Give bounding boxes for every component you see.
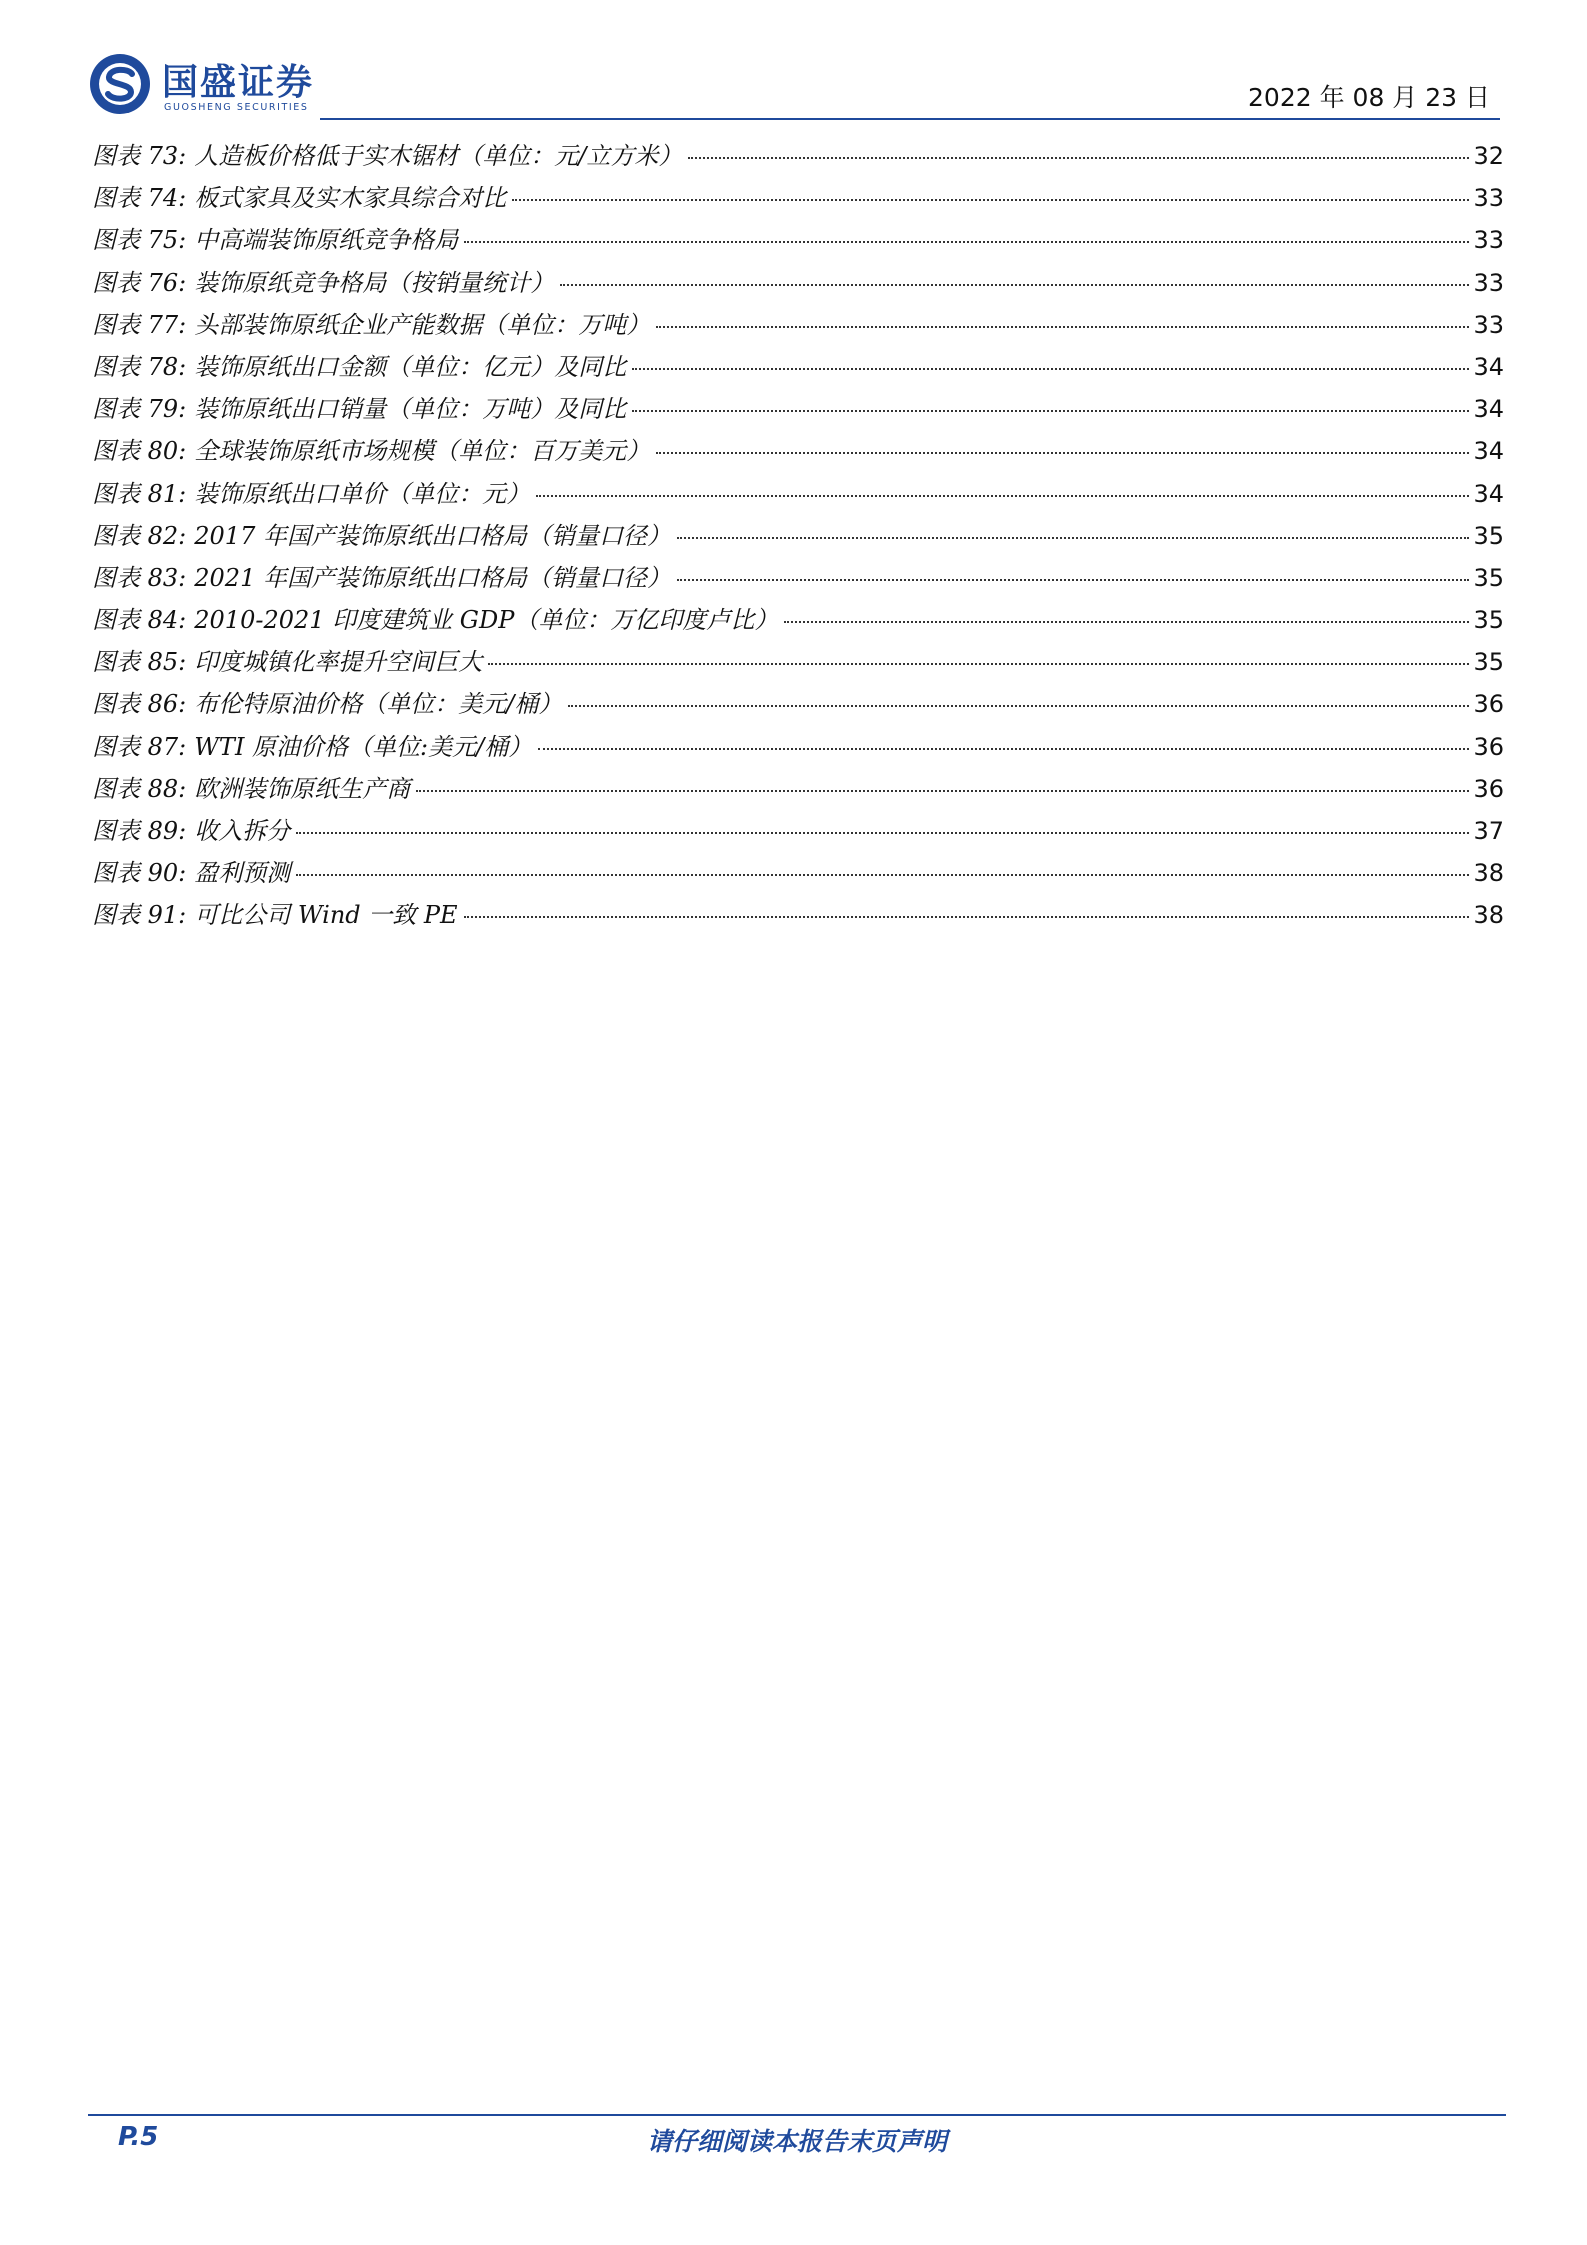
toc-entry[interactable] [92,895,1504,937]
toc-dot-leader [538,748,1469,750]
toc-entry-label: 图表 78: [92,352,187,381]
toc-entry[interactable] [92,431,1504,473]
toc-entry-label: 图表 85: [92,648,187,677]
toc-dot-leader [677,579,1469,581]
toc-entry-label: 图表 77: [92,310,187,339]
toc-dot-leader [488,663,1469,665]
toc-entry-title[interactable]: 2017 年国产装饰原纸出口格局（销量口径） [194,521,671,550]
page-number: P.5 [118,2122,159,2152]
toc-dot-leader [416,790,1469,792]
toc-entry-title[interactable]: 人造板价格低于实木锯材（单位：元/立方米） [194,142,683,170]
toc-entry-page-number[interactable]: 35 [1473,521,1504,550]
toc-entry-page-number[interactable]: 33 [1473,184,1504,213]
toc-entry-title[interactable]: 中高端装饰原纸竞争格局 [194,226,459,255]
company-logo [88,42,388,112]
toc-entry-page-number[interactable]: 38 [1473,859,1504,888]
toc-dot-leader [784,621,1469,623]
toc-dot-leader [677,537,1469,539]
figure-index-list [92,136,1504,938]
header-divider [320,118,1500,120]
toc-entry[interactable] [92,178,1504,220]
toc-entry-title[interactable]: 印度城镇化率提升空间巨大 [194,648,483,677]
toc-entry-page-number[interactable]: 36 [1473,690,1504,719]
toc-entry[interactable] [92,136,1504,178]
toc-dot-leader [512,199,1469,201]
toc-entry-page-number[interactable]: 34 [1473,395,1504,424]
toc-entry[interactable] [92,474,1504,516]
logo-text-cn: 国盛证券 [162,62,315,103]
toc-entry-title[interactable]: 装饰原纸竞争格局（按销量统计） [194,268,555,297]
toc-entry-page-number[interactable]: 36 [1473,774,1504,803]
toc-entry[interactable] [92,516,1504,558]
toc-entry-title[interactable]: 2021 年国产装饰原纸出口格局（销量口径） [194,563,671,592]
toc-dot-leader [296,874,1469,876]
toc-entry-label: 图表 81: [92,479,187,508]
toc-entry-page-number[interactable]: 33 [1473,268,1504,297]
toc-entry-label: 图表 76: [92,268,187,297]
toc-entry-page-number[interactable]: 34 [1473,437,1504,466]
toc-entry-page-number[interactable]: 34 [1473,352,1504,381]
toc-entry-label: 图表 88: [92,774,187,803]
toc-entry-label: 图表 91: [92,901,187,930]
toc-entry-page-number[interactable]: 32 [1473,142,1504,170]
toc-dot-leader [464,241,1469,243]
toc-entry[interactable] [92,389,1504,431]
toc-entry-title[interactable]: 布伦特原油价格（单位：美元/桶） [194,690,563,719]
toc-entry[interactable] [92,853,1504,895]
toc-dot-leader [568,705,1469,707]
toc-entry-title[interactable]: WTI 原油价格（单位:美元/桶） [194,732,533,761]
toc-entry-label: 图表 87: [92,732,187,761]
disclaimer-note: 请仔细阅读本报告末页声明 [646,2127,947,2156]
guosheng-logo-icon [88,52,152,116]
toc-entry-page-number[interactable]: 35 [1473,563,1504,592]
toc-entry-title[interactable]: 装饰原纸出口单价（单位：元） [194,479,531,508]
page-header [88,42,1500,122]
toc-entry-title[interactable]: 全球装饰原纸市场规模（单位：百万美元） [194,437,651,466]
toc-entry-label: 图表 74: [92,184,187,213]
toc-entry-title[interactable]: 头部装饰原纸企业产能数据（单位：万吨） [194,310,651,339]
toc-entry[interactable] [92,727,1504,769]
toc-entry[interactable] [92,811,1504,853]
toc-entry-title[interactable]: 装饰原纸出口销量（单位：万吨）及同比 [194,395,627,424]
toc-entry-page-number[interactable]: 33 [1473,310,1504,339]
toc-dot-leader [464,916,1470,918]
toc-dot-leader [536,495,1469,497]
toc-entry-title[interactable]: 可比公司 Wind 一致 PE [194,901,458,930]
toc-entry[interactable] [92,305,1504,347]
toc-entry-label: 图表 82: [92,521,187,550]
toc-entry-label: 图表 80: [92,437,187,466]
toc-entry-title[interactable]: 板式家具及实木家具综合对比 [194,184,507,213]
toc-dot-leader [632,410,1469,412]
toc-entry-page-number[interactable]: 38 [1473,901,1504,930]
toc-entry[interactable] [92,263,1504,305]
toc-entry-title[interactable]: 收入拆分 [194,817,291,845]
toc-entry-page-number[interactable]: 36 [1473,732,1504,761]
toc-dot-leader [656,452,1469,454]
report-date: 2022 年 08 月 23 日 [1248,83,1490,112]
toc-entry-label: 图表 89: [92,817,187,845]
toc-entry[interactable] [92,558,1504,600]
logo-text-en: GUOSHENG SECURITIES [164,102,309,113]
toc-entry-label: 图表 79: [92,395,187,424]
toc-entry-label: 图表 84: [92,606,187,635]
toc-entry-title[interactable]: 装饰原纸出口金额（单位：亿元）及同比 [194,352,627,381]
toc-dot-leader [656,326,1469,328]
toc-entry-page-number[interactable]: 33 [1473,226,1504,255]
toc-entry[interactable] [92,220,1504,262]
toc-entry[interactable] [92,769,1504,811]
toc-entry-page-number[interactable]: 35 [1473,648,1504,677]
toc-entry-page-number[interactable]: 37 [1473,817,1504,845]
toc-entry[interactable] [92,347,1504,389]
footer-divider [88,2114,1506,2116]
toc-dot-leader [688,157,1469,159]
toc-dot-leader [296,832,1469,834]
toc-entry-title[interactable]: 盈利预测 [194,859,291,888]
toc-entry-label: 图表 86: [92,690,187,719]
toc-entry[interactable] [92,684,1504,726]
toc-entry-page-number[interactable]: 34 [1473,479,1504,508]
toc-entry-label: 图表 75: [92,226,187,255]
toc-entry-page-number[interactable]: 35 [1473,606,1504,635]
toc-entry-title[interactable]: 欧洲装饰原纸生产商 [194,774,411,803]
toc-dot-leader [560,284,1469,286]
toc-entry-label: 图表 90: [92,859,187,888]
page-footer [88,2100,1506,2160]
toc-entry-label: 图表 73: [92,142,187,170]
toc-entry[interactable] [92,642,1504,684]
toc-dot-leader [632,368,1469,370]
toc-entry-title[interactable]: 2010-2021 印度建筑业 GDP（单位：万亿印度卢比） [194,606,779,635]
toc-entry-label: 图表 83: [92,563,187,592]
toc-entry[interactable] [92,600,1504,642]
